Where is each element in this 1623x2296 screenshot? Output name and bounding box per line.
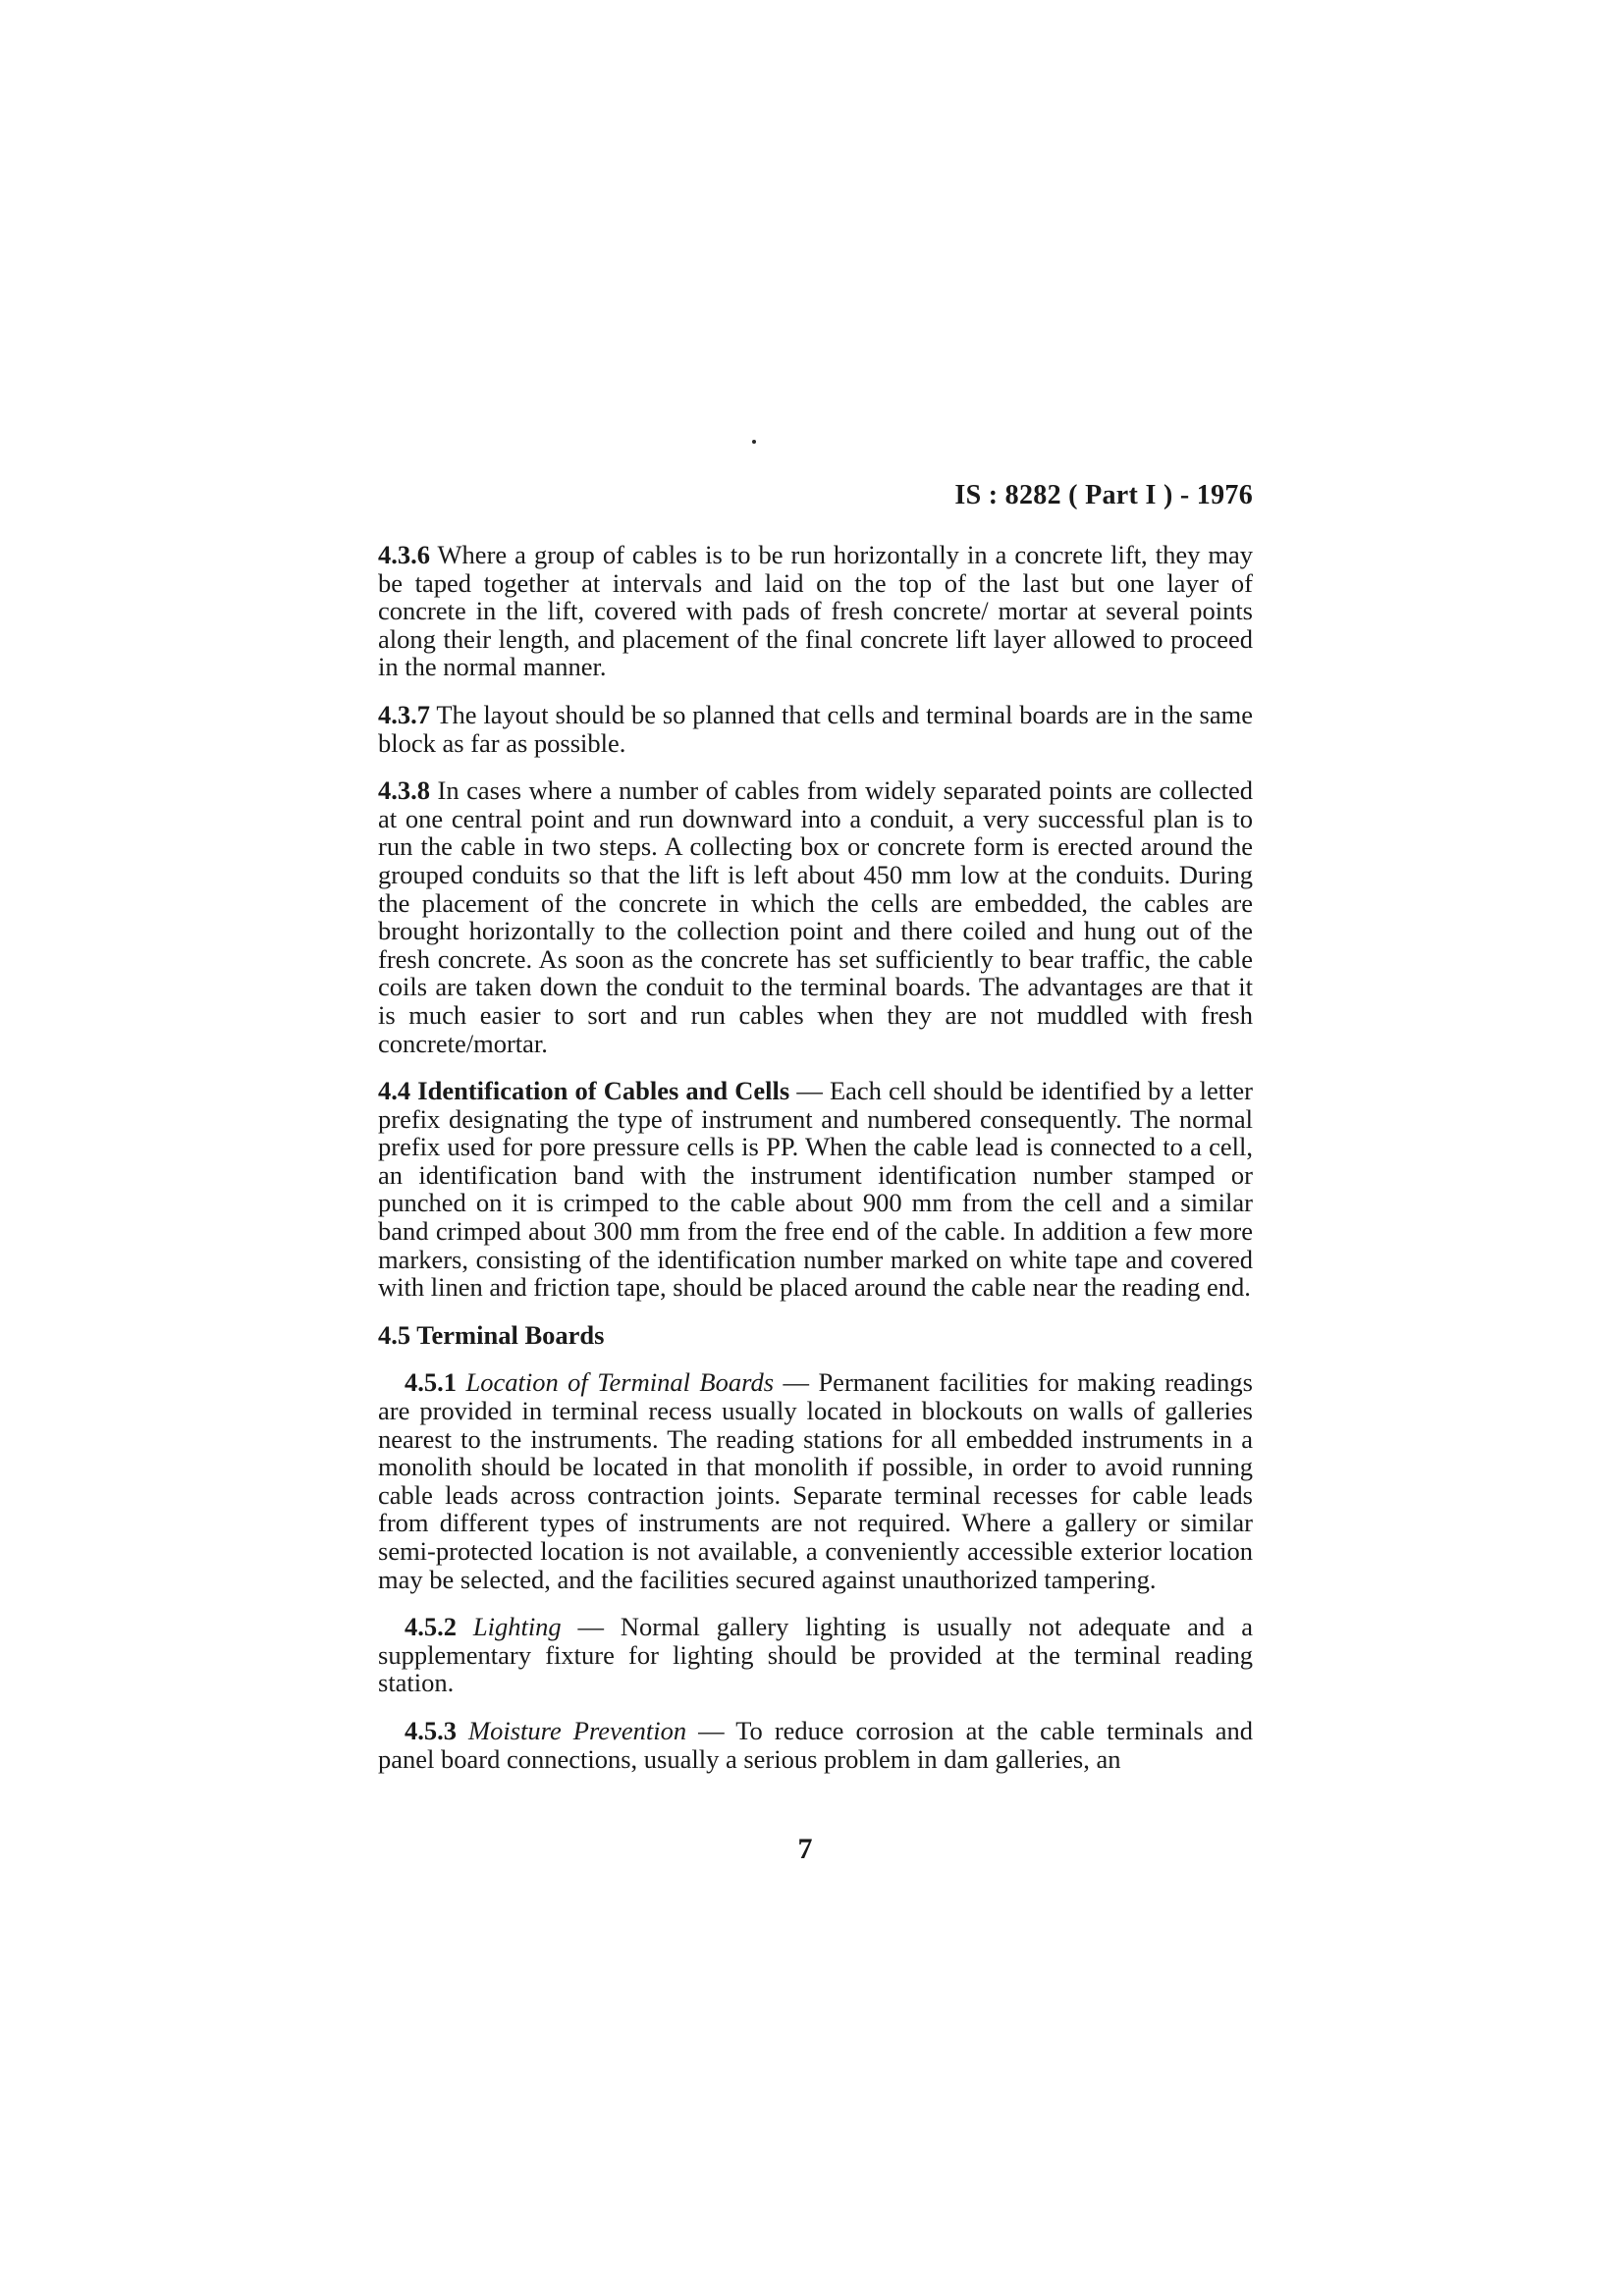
clause-number: 4.3.8 [378, 775, 430, 806]
clause-title: Location of Terminal Boards [465, 1367, 775, 1398]
paragraph-4-5-3 [378, 1717, 1253, 1773]
clause-number: 4.4 [378, 1076, 411, 1106]
clause-dash: — [774, 1367, 819, 1398]
clause-number: 4.5.2 [405, 1612, 457, 1642]
standard-header: IS : 8282 ( Part I ) - 1976 [954, 480, 1253, 510]
scan-speck [752, 440, 756, 444]
clause-text: Normal gallery lighting is usually not adequate and a supplementary fixture for lighting should be provided at the terminal reading station. [378, 1612, 1254, 1698]
clause-text: The layout should be so planned that cells and terminal boards are in the same block as far as possible. [378, 699, 1253, 758]
paragraph-4-5-2 [378, 1613, 1253, 1697]
clause-dash: — [789, 1076, 830, 1106]
clause-text: Each cell should be identified by a letter prefix designating the type of instrument and numbered consequently. The normal prefix used for pore pressure cells is PP. When the cable lead is connected to a cell, an identification band with the instrument identification number stamped or punched on it is crimped to the cable about 900 mm from the cell and a similar band crimped about 300 mm from the free end of the cable. In addition a few more markers, consisting of the identification number marked on white tape and covered with linen and friction tape, should be placed around the cable near the reading end. [378, 1076, 1254, 1303]
clause-number: 4.3.6 [378, 540, 430, 569]
clause-number: 4.5.1 [405, 1367, 457, 1398]
paragraph-4-3-6 [378, 541, 1253, 681]
paragraph-4-5-1 [378, 1368, 1253, 1593]
paragraph-4-3-7 [378, 701, 1253, 757]
clause-title: Identification of Cables and Cells [417, 1076, 790, 1106]
clause-number: 4.5.3 [405, 1715, 457, 1745]
body-text [378, 541, 1253, 1792]
paragraph-4-3-8 [378, 776, 1253, 1057]
clause-text: Permanent facilities for making readings are provided in terminal recess usually located in blockouts on walls of galleries nearest to the instruments. The reading stations for all embedded instruments in a monolith should be located in that monolith if possible, in order to avoid running cable leads across contraction joints. Separate terminal recesses for cable leads from different types of instruments are not required. Where a gallery or similar semi-protected location is not available, a conveniently accessible exterior location may be selected, and the facilities secured against unauthorized tampering. [378, 1367, 1253, 1594]
clause-text: Where a group of cables is to be run horizontally in a concrete lift, they may be taped together at intervals and laid on the top of the last but one layer of concrete in the lift, covered with pads of fresh concrete/ mortar at several points along their length, and placement of the final concrete lift layer allowed to proceed in the normal manner. [378, 540, 1253, 682]
section-number: 4.5 [378, 1319, 411, 1350]
clause-text: In cases where a number of cables from widely separated points are collected at one central point and run downward into a conduit, a very successful plan is to run the cable in two steps. A collecting box or concrete form is erected around the grouped conduits so that the lift is left about 450 mm low at the conduits. During the placement of the concrete in which the cells are embedded, the cables are brought horizontally to the collection point and there coiled and hung out of the fresh concrete. As soon as the concrete has set sufficiently to bear traffic, the cable coils are taken down the conduit to the terminal boards. The advantages are that it is much easier to sort and run cables when they are not muddled with fresh concrete/mortar. [378, 775, 1253, 1058]
clause-title: Lighting [472, 1612, 562, 1642]
paragraph-4-4 [378, 1077, 1253, 1302]
section-heading-4-5 [378, 1321, 1253, 1350]
clause-dash: — [686, 1715, 736, 1745]
clause-number: 4.3.7 [378, 699, 430, 729]
clause-text: To reduce corrosion at the cable terminals and panel board connections, usually a serious problem in dam galleries, an [378, 1715, 1254, 1774]
page-number: 7 [797, 1833, 813, 1865]
clause-title: Moisture Prevention [468, 1715, 687, 1745]
section-title: Terminal Boards [416, 1319, 605, 1350]
clause-dash: — [561, 1612, 621, 1642]
